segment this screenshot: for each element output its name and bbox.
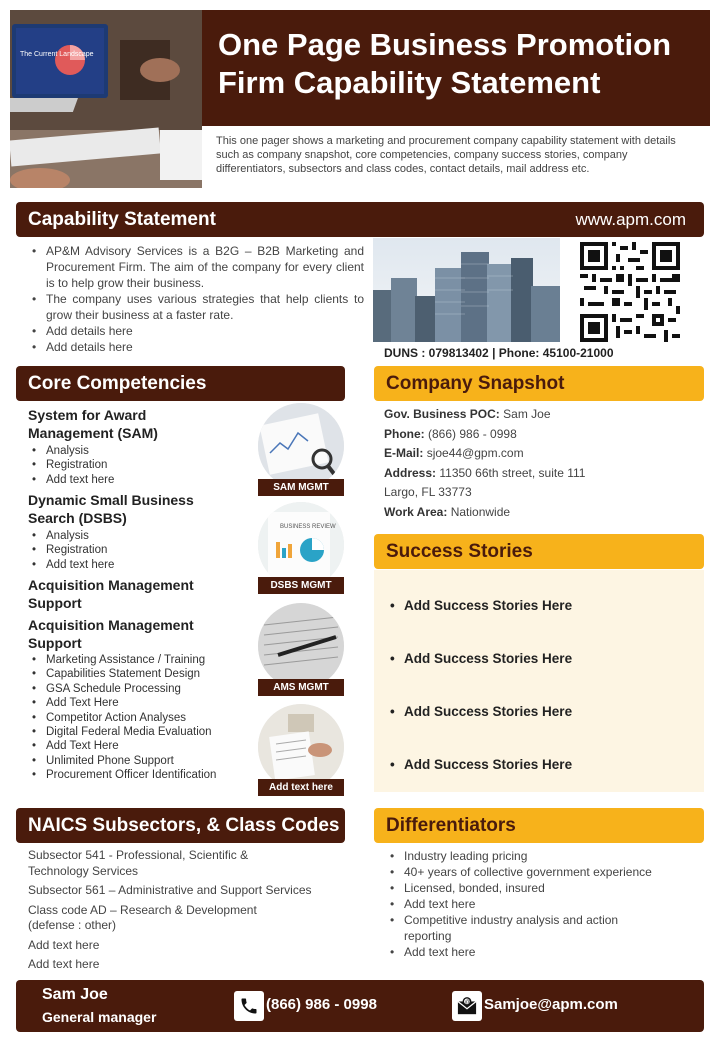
list-item: • Registration [28,458,114,472]
svg-text:@: @ [464,999,471,1006]
phone-value: (866) 986 - 0998 [428,426,517,441]
list-item: • Add Text Here [28,696,216,710]
handshake-circle-image [258,704,344,790]
list-item: • Add details here [28,339,364,355]
list-item: • Add text here [386,896,696,912]
poc-value: Sam Joe [503,407,551,421]
capability-list [28,243,364,355]
list-item: • Licensed, bonded, insured [386,880,696,896]
list-item: Subsector 561 – Administrative and Support Services [28,883,312,897]
list-item: Add text here [28,957,100,971]
ams-mgmt-label: AMS MGMT [258,679,344,696]
list-item: • Capabilities Statement Design [28,667,216,681]
differentiators-banner [374,808,704,843]
page-subtitle: This one pager shows a marketing and procurement company capability statement with details such as company snapshot, core competencies, company success stories, company differentiators, subsectors and class codes, contact details, mail address etc. [216,135,676,175]
ams-circle-image [258,603,344,689]
contact-name: Sam Joe [42,986,108,1003]
email-value[interactable]: sjoe44@gpm.com [426,446,524,461]
list-item: • Analysis [28,529,114,543]
dsbs-mgmt-label: DSBS MGMT [258,577,344,594]
add-text-label: Add text here [258,779,344,796]
differentiators-heading: Differentiators [386,814,516,836]
company-snapshot-body [384,405,704,523]
success-stories-heading: Success Stories [386,540,533,562]
list-item: • Add text here [28,558,114,572]
differentiators-list [386,848,696,960]
list-item: • Add Text Here [28,739,216,753]
list-item: • Add Success Stories Here [386,598,572,651]
company-snapshot-banner [374,366,704,401]
list-item: • Industry leading pricing [386,848,696,864]
list-item: • Registration [28,543,114,557]
contact-role: General manager [42,1009,157,1025]
list-item: Add text here [28,937,100,952]
phone-label: Phone: [384,426,425,441]
page-title: One Page Business Promotion Firm Capability Statement [218,27,672,100]
hero-photo [10,10,202,188]
list-item: • Digital Federal Media Evaluation [28,725,216,739]
core-competencies-heading: Core Competencies [28,372,207,394]
sam-circle-image [258,403,344,489]
poc-label: Gov. Business POC: [384,407,500,421]
contact-footer [16,980,704,1032]
list-item: • Unlimited Phone Support [28,754,216,768]
core-competencies-banner [16,366,345,401]
footer-phone[interactable]: (866) 986 - 0998 [266,996,377,1013]
business-review-text: BUSINESS REVIEW [280,524,336,530]
list-item: • Procurement Officer Identification [28,768,216,782]
phone-icon [234,991,264,1021]
list-item: • Add Success Stories Here [386,651,572,704]
list-item: • Competitive industry analysis and action reporting [386,912,656,944]
address-label: Address: [384,465,437,480]
laptop-screen-text: The Current Landscape [20,51,94,58]
list-item: Subsector 541 - Professional, Scientific & Technology Services [28,848,249,878]
address-value: 11350 66th street, suite 111 [439,465,586,480]
naics-banner [16,808,345,843]
naics-heading: NAICS Subsectors, & Class Codes [28,814,340,836]
list-item: • The company uses various strategies that help clients to grow their business at a faster rate. [28,291,364,323]
success-stories-banner [374,534,704,569]
list-item: • Add Success Stories Here [386,757,572,810]
capability-heading: Capability Statement [28,208,216,230]
success-stories-list [386,598,572,810]
duns-phone-line: DUNS : 079813402 | Phone: 45100-21000 [384,346,614,360]
list-item: Class code AD – Research & Development (defense : other) [28,902,257,932]
capability-banner [16,202,704,237]
work-area-label: Work Area: [384,504,448,519]
footer-email[interactable]: Samjoe@apm.com [484,996,618,1013]
email-label: E-Mail: [384,446,424,461]
website-link[interactable]: www.apm.com [575,209,686,229]
competency-list [28,653,216,783]
list-item: • Analysis [28,444,114,458]
qr-code-icon [580,242,680,342]
work-area-value: Nationwide [450,504,511,519]
company-snapshot-heading: Company Snapshot [386,372,565,394]
competency-title: System for Award Management (SAM) [28,407,158,441]
list-item: • Competitor Action Analyses [28,711,216,725]
list-item: • Add Success Stories Here [386,704,572,757]
list-item: • Marketing Assistance / Training [28,653,216,667]
city-line: Largo, FL 33773 [384,485,472,500]
naics-list [28,848,348,977]
list-item: • Add text here [28,473,114,487]
list-item: • Add details here [28,323,364,339]
list-item: • Add text here [386,944,696,960]
competency-title: Acquisition Management Support [28,577,194,611]
competency-list [28,529,114,572]
list-item: • 40+ years of collective government experience [386,864,696,880]
competency-title: Dynamic Small Business Search (DSBS) [28,492,194,526]
list-item: • GSA Schedule Processing [28,682,216,696]
dsbs-circle-image [258,502,344,588]
list-item: • AP&M Advisory Services is a B2G – B2B Marketing and Procurement Firm. The aim of the company for every client is to help grow their business. [28,243,364,291]
email-icon [452,991,482,1021]
competency-title: Acquisition Management Support [28,617,194,651]
city-skyline-image [373,238,560,342]
competency-list [28,444,114,487]
sam-mgmt-label: SAM MGMT [258,479,344,496]
